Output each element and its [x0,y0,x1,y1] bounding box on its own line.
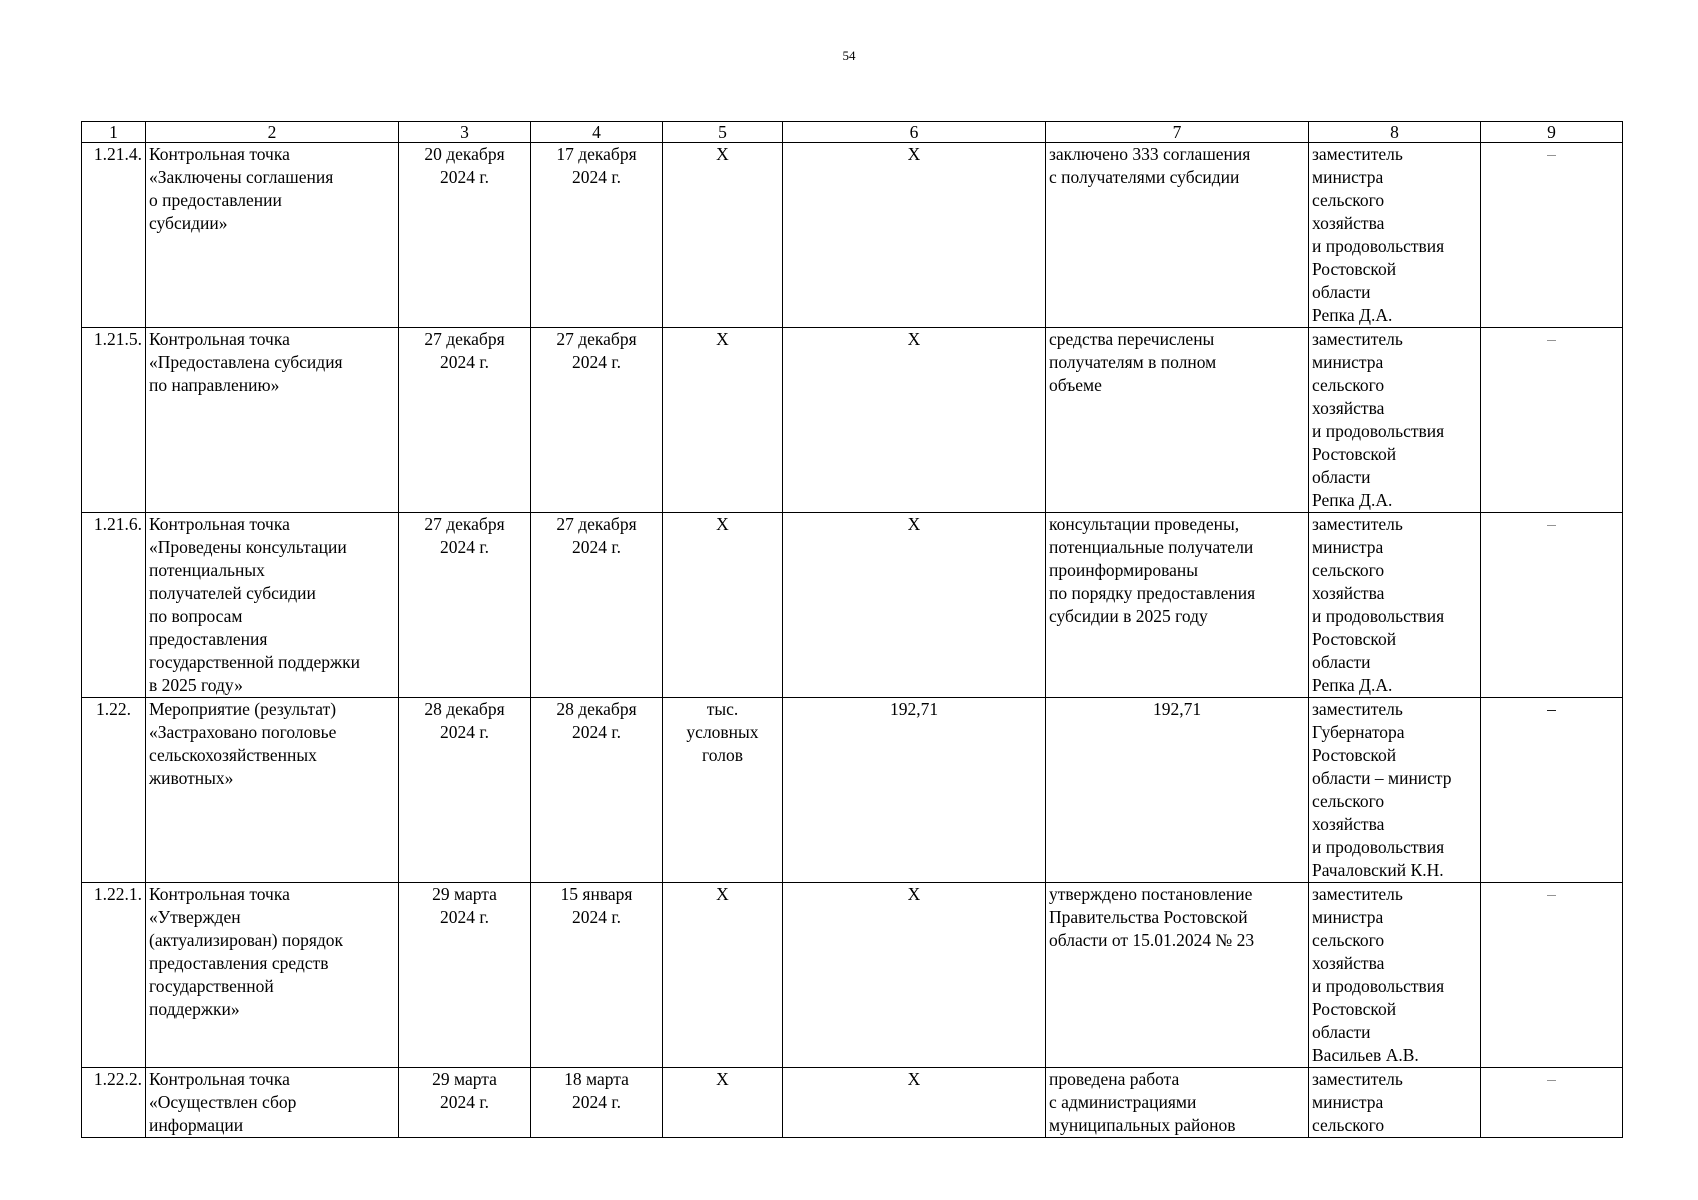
value: X [783,1068,1046,1138]
column-header: 5 [663,122,783,143]
row-number: 1.21.6. [82,513,146,698]
note: – [1481,698,1623,883]
item-name: Мероприятие (результат) «Застраховано поголовье сельскохозяйственных животных» [146,698,399,883]
table-row [82,328,1623,513]
column-header: 4 [531,122,663,143]
fact-date: 15 января 2024 г. [531,883,663,1068]
note: – [1481,143,1623,328]
table-row [82,1068,1623,1138]
row-number: 1.22.2. [82,1068,146,1138]
plan-date: 27 декабря 2024 г. [399,513,531,698]
fact-date: 27 декабря 2024 г. [531,513,663,698]
note: – [1481,883,1623,1068]
column-header: 8 [1309,122,1481,143]
unit: тыс. условных голов [663,698,783,883]
column-header: 7 [1046,122,1309,143]
report-table [81,121,1623,1138]
value: 192,71 [783,698,1046,883]
note: – [1481,513,1623,698]
responsible: заместитель министра сельского хозяйства и продовольствия Ростовской области Репка Д.А. [1309,328,1481,513]
row-number: 1.22. [82,698,146,883]
item-name: Контрольная точка «Проведены консультации потенциальных получателей субсидии по вопросам предоставления государственной поддержки в 2025 году» [146,513,399,698]
responsible: заместитель министра сельского хозяйства и продовольствия Ростовской области Васильев А.В. [1309,883,1481,1068]
row-number: 1.21.5. [82,328,146,513]
column-header: 1 [82,122,146,143]
unit: X [663,513,783,698]
table-row [82,698,1623,883]
responsible: заместитель министра сельского хозяйства и продовольствия Ростовской области Репка Д.А. [1309,513,1481,698]
plan-date: 29 марта 2024 г. [399,883,531,1068]
note: – [1481,1068,1623,1138]
page-number: 54 [842,48,856,63]
value: X [783,513,1046,698]
result: средства перечислены получателям в полном объеме [1046,328,1309,513]
fact-date: 17 декабря 2024 г. [531,143,663,328]
fact-date: 18 марта 2024 г. [531,1068,663,1138]
column-header: 3 [399,122,531,143]
result: 192,71 [1046,698,1309,883]
value: X [783,883,1046,1068]
table-row [82,143,1623,328]
value: X [783,328,1046,513]
row-number: 1.22.1. [82,883,146,1068]
column-header: 2 [146,122,399,143]
item-name: Контрольная точка «Утвержден (актуализирован) порядок предоставления средств государственной поддержки» [146,883,399,1068]
unit: X [663,143,783,328]
column-header: 6 [783,122,1046,143]
plan-date: 28 декабря 2024 г. [399,698,531,883]
fact-date: 27 декабря 2024 г. [531,328,663,513]
unit: X [663,1068,783,1138]
item-name: Контрольная точка «Предоставлена субсидия по направлению» [146,328,399,513]
item-name: Контрольная точка «Осуществлен сбор информации [146,1068,399,1138]
unit: X [663,328,783,513]
value: X [783,143,1046,328]
table-row [82,513,1623,698]
result: проведена работа с администрациями муниципальных районов [1046,1068,1309,1138]
responsible: заместитель министра сельского хозяйства и продовольствия Ростовской области Репка Д.А. [1309,143,1481,328]
result: утверждено постановление Правительства Ростовской области от 15.01.2024 № 23 [1046,883,1309,1068]
plan-date: 27 декабря 2024 г. [399,328,531,513]
fact-date: 28 декабря 2024 г. [531,698,663,883]
responsible: заместитель Губернатора Ростовской области – министр сельского хозяйства и продовольствия Рачаловский К.Н. [1309,698,1481,883]
note: – [1481,328,1623,513]
unit: X [663,883,783,1068]
table-row [82,883,1623,1068]
item-name: Контрольная точка «Заключены соглашения о предоставлении субсидии» [146,143,399,328]
result: заключено 333 соглашения с получателями субсидии [1046,143,1309,328]
plan-date: 29 марта 2024 г. [399,1068,531,1138]
plan-date: 20 декабря 2024 г. [399,143,531,328]
header-row [82,122,1623,143]
row-number: 1.21.4. [82,143,146,328]
responsible: заместитель министра сельского [1309,1068,1481,1138]
column-header: 9 [1481,122,1623,143]
result: консультации проведены, потенциальные получатели проинформированы по порядку предоставления субсидии в 2025 году [1046,513,1309,698]
